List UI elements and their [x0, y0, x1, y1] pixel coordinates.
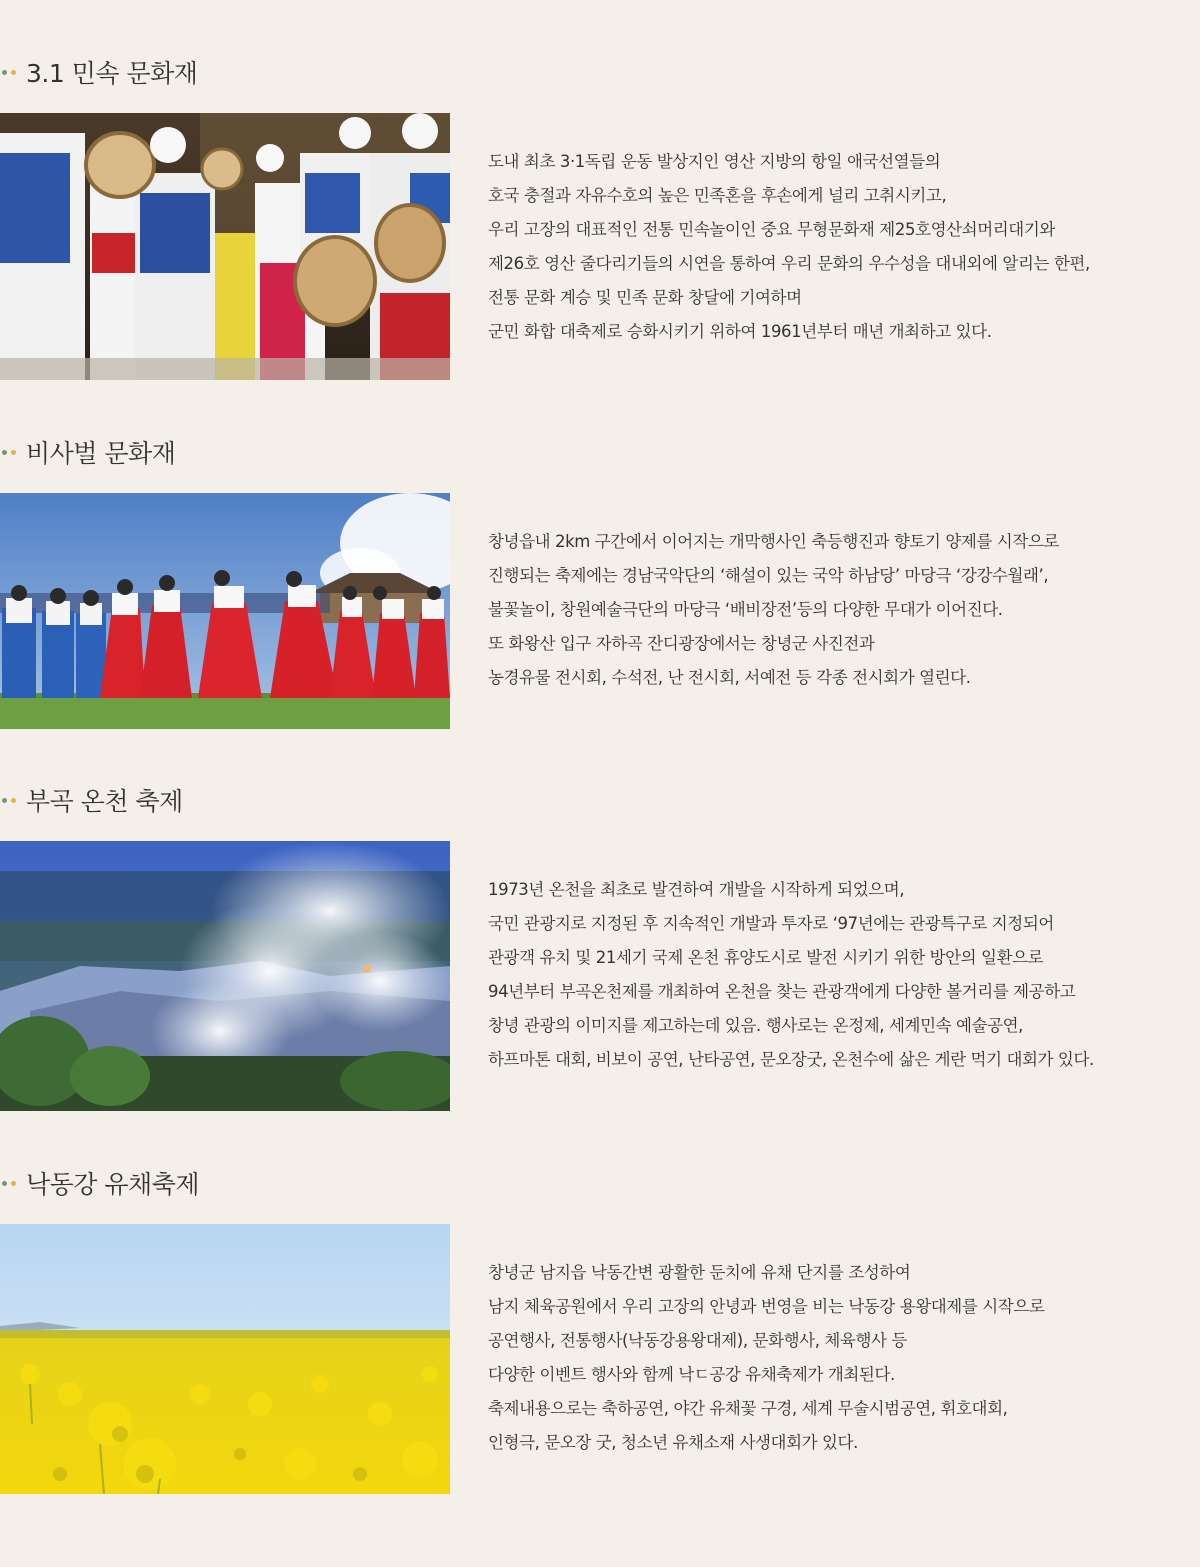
section-description [488, 525, 1178, 695]
section-title: 비사벌 문화재 [26, 439, 176, 468]
section-description [488, 1256, 1178, 1460]
description-line: 인형극, 문오장 굿, 청소년 유채소재 사생대회가 있다. [488, 1433, 858, 1452]
description-line: 군민 화합 대축제로 승화시키기 위하여 1961년부터 매년 개최하고 있다. [488, 322, 992, 341]
canola-field-image [0, 1224, 450, 1494]
description-line: 불꽃놀이, 창원예술극단의 마당극 ‘배비장전’등의 다양한 무대가 이어진다. [488, 600, 1003, 619]
section-title: 낙동강 유채축제 [26, 1170, 199, 1199]
bullet-dots-icon [2, 1181, 16, 1186]
description-line: 남지 체육공원에서 우리 고장의 안녕과 번영을 비는 낙동강 용왕대제를 시작으로 [488, 1297, 1045, 1316]
hanbok-dance-photo [0, 493, 450, 729]
canola-field-photo [0, 1224, 450, 1494]
bullet-dots-icon [2, 70, 16, 75]
description-line: 도내 최초 3·1독립 운동 발상지인 영산 지방의 항일 애국선열들의 [488, 152, 941, 171]
section-title: 3.1 민속 문화재 [26, 59, 198, 88]
hot-spring-image [0, 841, 450, 1111]
section-heading [0, 435, 175, 469]
section-heading [0, 783, 183, 817]
hanbok-dance-image [0, 493, 450, 729]
description-line: 94년부터 부곡온천제를 개최하여 온천을 찾는 관광객에게 다양한 볼거리를 제공하고 [488, 982, 1076, 1001]
bullet-dots-icon [2, 450, 16, 455]
description-line: 하프마톤 대회, 비보이 공연, 난타공연, 문오장굿, 온천수에 삶은 게란 먹기 대회가 있다. [488, 1050, 1094, 1069]
folk-performers-image [0, 113, 450, 380]
description-line: 창녕군 남지읍 낙동간변 광활한 둔치에 유채 단지를 조성하여 [488, 1263, 911, 1282]
description-line: 또 화왕산 입구 자하곡 잔디광장에서는 창녕군 사진전과 [488, 634, 875, 653]
section-description [488, 145, 1178, 349]
description-line: 공연행사, 전통행사(낙동강용왕대제), 문화행사, 체육행사 등 [488, 1331, 907, 1350]
description-line: 농경유물 전시회, 수석전, 난 전시회, 서예전 등 각종 전시회가 열린다. [488, 668, 971, 687]
description-line: 창녕 관광의 이미지를 제고하는데 있음. 행사로는 온정제, 세계민속 예술공연, [488, 1016, 1024, 1035]
section-heading [0, 55, 197, 89]
description-line: 국민 관광지로 지정된 후 지속적인 개발과 투자로 ‘97년에는 관광특구로 지정되어 [488, 914, 1054, 933]
section-title: 부곡 온천 축제 [26, 787, 183, 816]
description-line: 제26호 영산 줄다리기들의 시연을 통하여 우리 문화의 우수성을 대내외에 알리는 한편, [488, 254, 1090, 273]
bullet-dots-icon [2, 798, 16, 803]
hot-spring-photo [0, 841, 450, 1111]
description-line: 진행되는 축제에는 경남국악단의 ‘해설이 있는 국악 하남당’ 마당극 ‘강강수월래’, [488, 566, 1049, 585]
description-line: 전통 문화 계승 및 민족 문화 창달에 기여하며 [488, 288, 802, 307]
section-description [488, 873, 1178, 1077]
description-line: 축제내용으로는 축하공연, 야간 유채꽃 구경, 세계 무술시범공연, 휘호대회, [488, 1399, 1008, 1418]
description-line: 창녕읍내 2km 구간에서 이어지는 개막행사인 축등행진과 향토기 양제를 시작으로 [488, 532, 1059, 551]
description-line: 호국 충절과 자유수호의 높은 민족혼을 후손에게 널리 고취시키고, [488, 186, 947, 205]
description-line: 다양한 이벤트 행사와 함께 낙ㄷ공강 유채축제가 개최된다. [488, 1365, 895, 1384]
folk-performers-photo [0, 113, 450, 380]
description-line: 관광객 유치 및 21세기 국제 온천 휴양도시로 발전 시키기 위한 방안의 일환으로 [488, 948, 1044, 967]
description-line: 1973년 온천을 최초로 발견하여 개발을 시작하게 되었으며, [488, 880, 905, 899]
description-line: 우리 고장의 대표적인 전통 민속놀이인 중요 무형문화재 제25호영산쇠머리대기와 [488, 220, 1055, 239]
section-heading [0, 1166, 199, 1200]
